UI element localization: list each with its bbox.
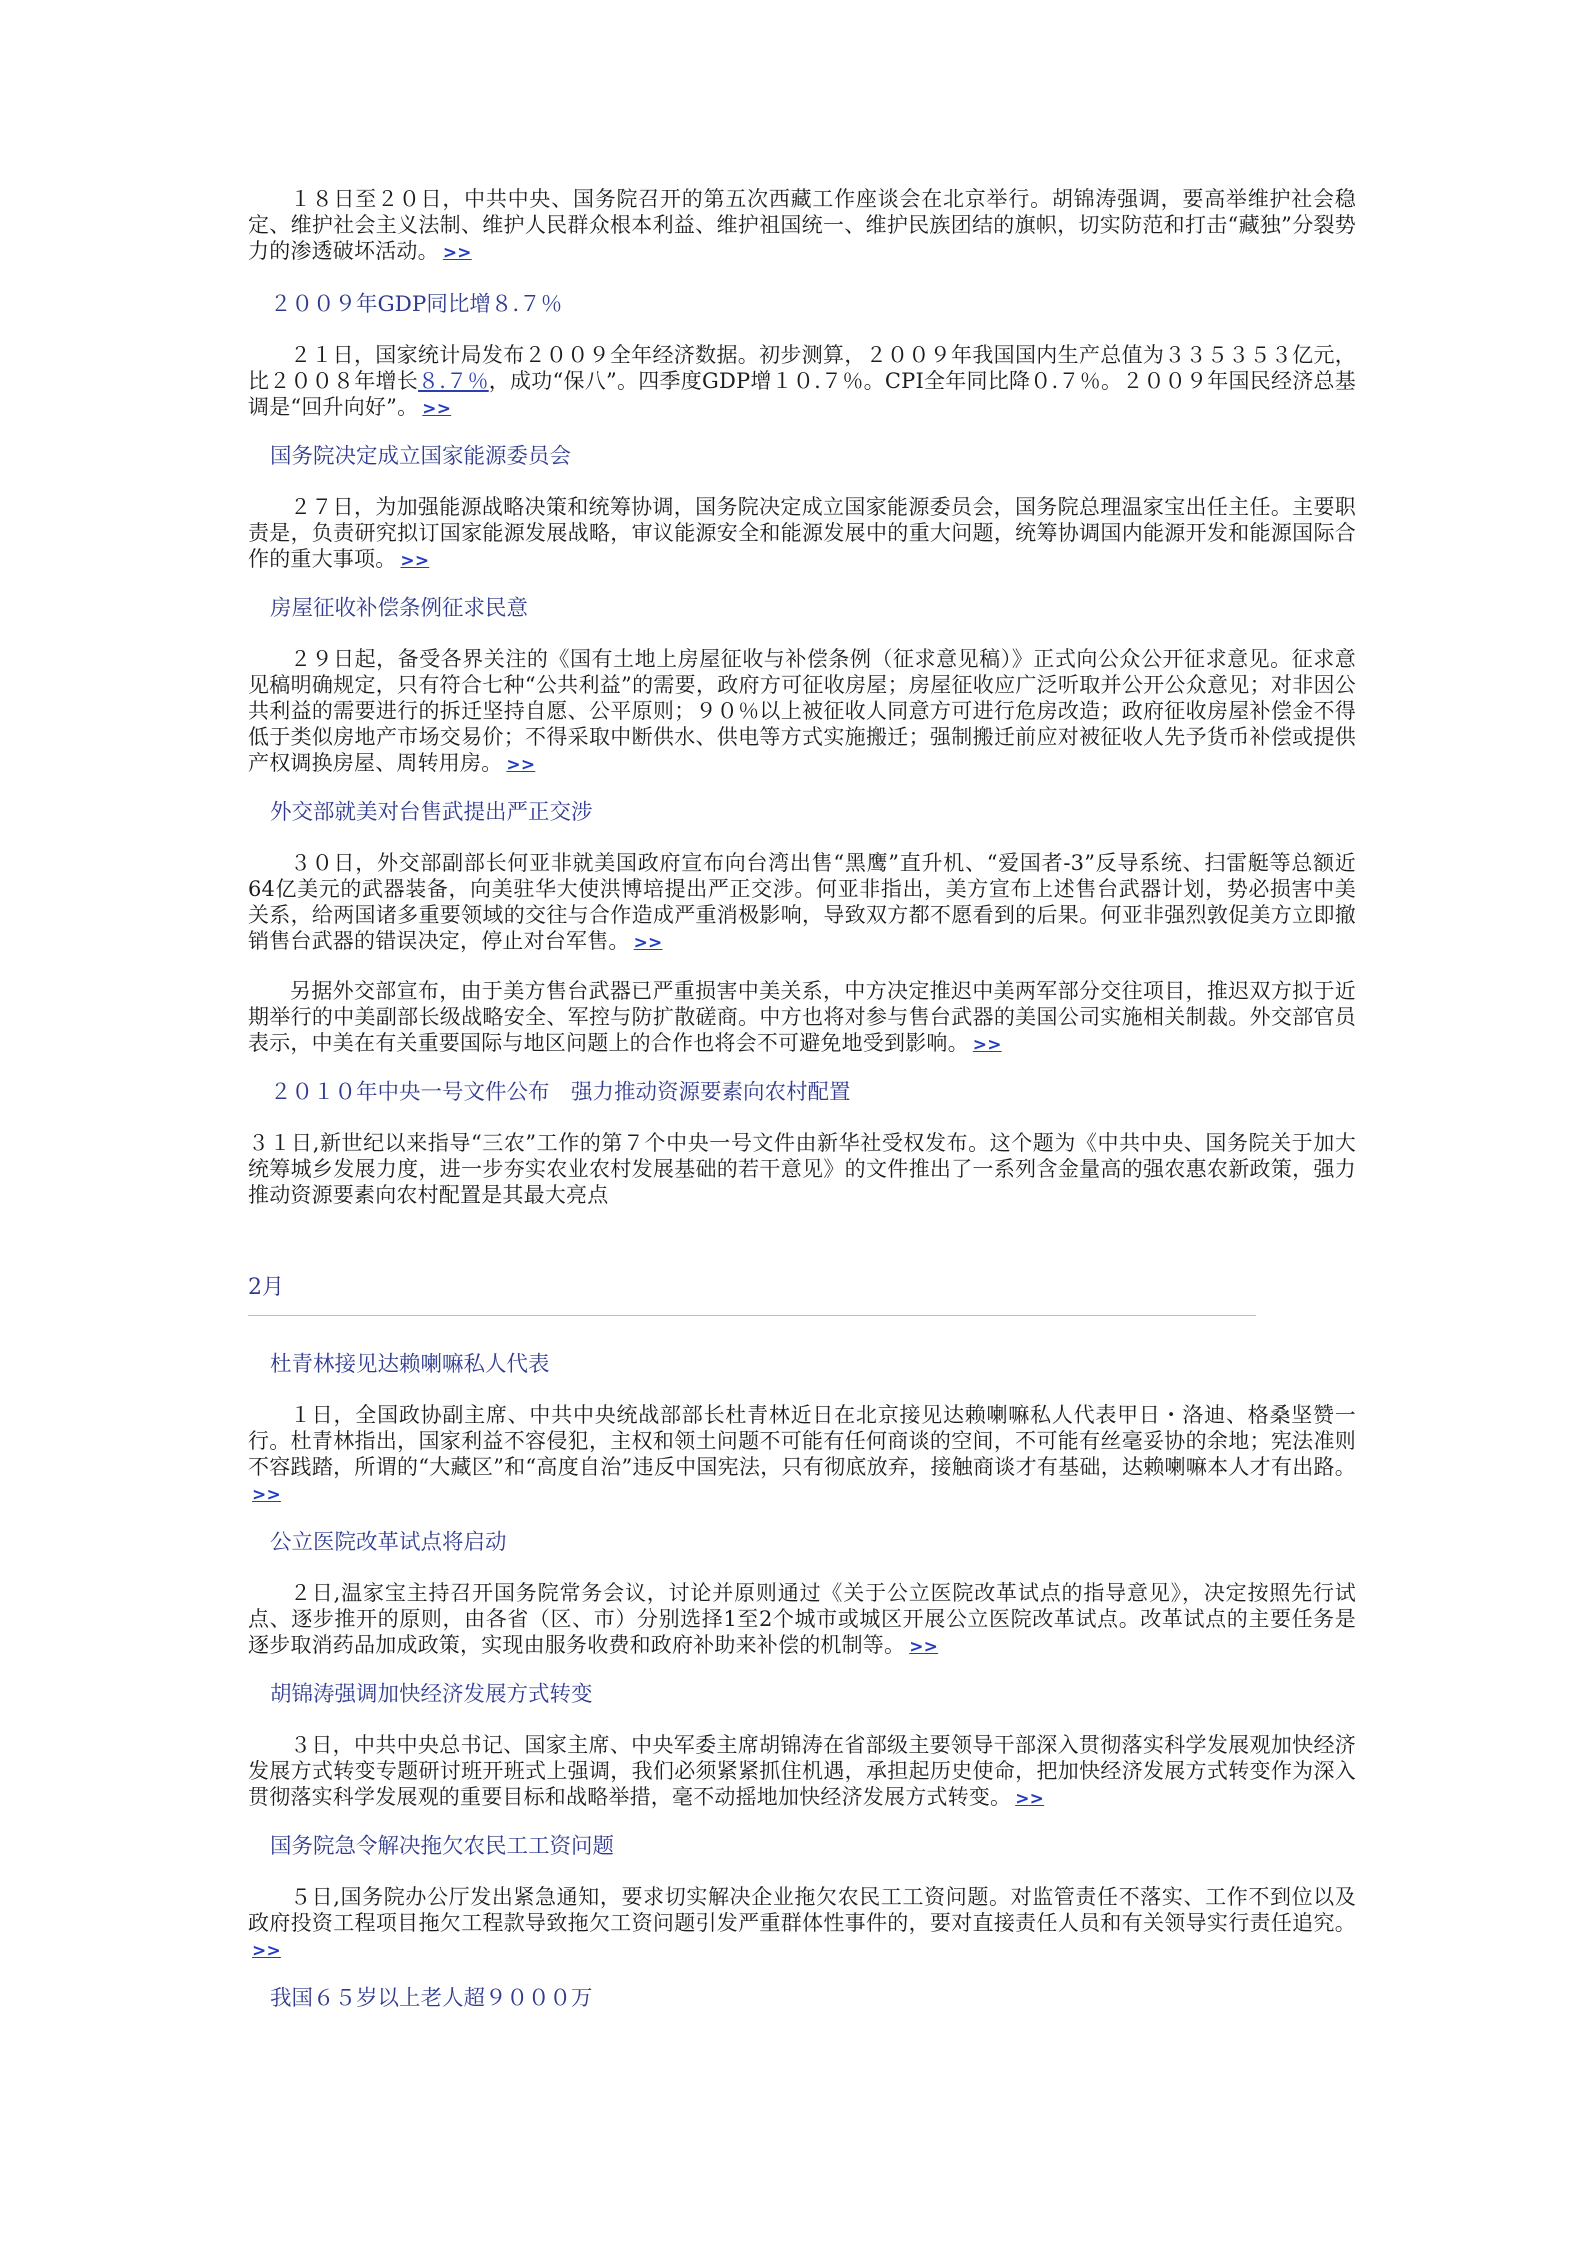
paragraph-text: ２日,温家宝主持召开国务院常务会议，讨论并原则通过《关于公立医院改革试点的指导意见》，决定按照先行试点、逐步推开的原则，由各省（区、市）分别选择1至2个城市或城区开展公立医院改革试点。改革试点的主要任务是逐步取消药品加成政策，实现由服务收费和政府补助来补偿的机制等。 (248, 1581, 1356, 1657)
more-link[interactable]: >> (506, 755, 536, 775)
more-link[interactable]: >> (442, 243, 472, 263)
more-link[interactable]: >> (972, 1035, 1002, 1055)
paragraph-text: ２７日，为加强能源战略决策和统筹协调，国务院决定成立国家能源委员会，国务院总理温家宝出任主任。主要职责是，负责研究拟订国家能源发展战略，审议能源安全和能源发展中的重大问题，统筹协调国内能源开发和能源国际合作的重大事项。 (248, 495, 1356, 571)
paragraph-text: 另据外交部宣布，由于美方售台武器已严重损害中美关系，中方决定推迟中美两军部分交往项目，推迟双方拟于近期举行的中美副部长级战略安全、军控与防扩散磋商。中方也将对参与售台武器的美国公司实施相关制裁。外交部官员表示，中美在有关重要国际与地区问题上的合作也将会不可避免地受到影响。 (248, 979, 1356, 1055)
paragraph-text: ５日,国务院办公厅发出紧急通知，要求切实解决企业拖欠农民工工资问题。对监管责任不落实、工作不到位以及政府投资工程项目拖欠工程款导致拖欠工资问题引发严重群体性事件的，要对直接责任人员和有关领导实行责任追究。 (248, 1885, 1356, 1935)
paragraph-text: １日，全国政协副主席、中共中央统战部部长杜青林近日在北京接见达赖喇嘛私人代表甲日・洛迪、格桑坚赞一行。杜青林指出，国家利益不容侵犯，主权和领土问题不可能有任何商谈的空间，不可能有丝毫妥协的余地；宪法准则不容践踏，所谓的“大藏区”和“高度自治”违反中国宪法，只有彻底放弃，接触商谈才有基础，达赖喇嘛本人才有出路。 (248, 1403, 1356, 1479)
inline-link[interactable]: ８.７％ (418, 369, 489, 393)
more-link[interactable]: >> (1015, 1789, 1045, 1809)
paragraph-text: ３日，中共中央总书记、国家主席、中央军委主席胡锦涛在省部级主要领导干部深入贯彻落实科学发展观加快经济发展方式转变专题研讨班开班式上强调，我们必须紧紧抓住机遇，承担起历史使命，把加快经济发展方式转变作为深入贯彻落实科学发展观的重要目标和战略举措，毫不动摇地加快经济发展方式转变。 (248, 1733, 1356, 1809)
more-link[interactable]: >> (252, 1485, 281, 1505)
article-heading[interactable]: 国务院决定成立国家能源委员会 (270, 444, 572, 469)
article-paragraph (248, 850, 1356, 956)
paragraph-text: ２９日起，备受各界关注的《国有土地上房屋征收与补偿条例（征求意见稿）》正式向公众公开征求意见。征求意见稿明确规定，只有符合七种“公共利益”的需要，政府方可征收房屋；房屋征收应广泛听取并公开公众意见；对非因公共利益的需要进行的拆迁坚持自愿、公平原则；９０％以上被征收人同意方可进行危房改造；政府征收房屋补偿金不得低于类似房地产市场交易价；不得采取中断供水、供电等方式实施搬迁；强制搬迁前应对被征收人先予货币补偿或提供产权调换房屋、周转用房。 (248, 647, 1356, 775)
paragraph-text: １８日至２０日，中共中央、国务院召开的第五次西藏工作座谈会在北京举行。胡锦涛强调，要高举维护社会稳定、维护社会主义法制、维护人民群众根本利益、维护祖国统一、维护民族团结的旗帜，切实防范和打击“藏独”分裂势力的渗透破坏活动。 (248, 187, 1356, 263)
paragraph-text: ３１日,新世纪以来指导“三农”工作的第７个中央一号文件由新华社受权发布。这个题为《中共中央、国务院关于加大统筹城乡发展力度，进一步夯实农业农村发展基础的若干意见》的文件推出了一系列含金量高的强农惠农新政策，强力推动资源要素向农村配置是其最大亮点 (248, 1131, 1356, 1207)
more-link[interactable]: >> (633, 933, 663, 953)
article-heading[interactable]: 外交部就美对台售武提出严正交涉 (270, 800, 593, 825)
article-heading[interactable]: 杜青林接见达赖喇嘛私人代表 (270, 1352, 550, 1377)
article-heading[interactable]: ２０１０年中央一号文件公布 强力推动资源要素向农村配置 (270, 1080, 851, 1105)
article-paragraph (248, 186, 1356, 266)
article-heading[interactable]: 国务院急令解决拖欠农民工工资问题 (270, 1834, 615, 1859)
more-link[interactable]: >> (400, 551, 430, 571)
paragraph-text: ３０日，外交部副部长何亚非就美国政府宣布向台湾出售“黑鹰”直升机、“爱国者-3”反导系统、扫雷艇等总额近64亿美元的武器装备，向美驻华大使洪博培提出严正交涉。何亚非指出，美方宣布上述售台武器计划，势必损害中美关系，给两国诸多重要领域的交往与合作造成严重消极影响，导致双方都不愿看到的后果。何亚非强烈敦促美方立即撤销售台武器的错误决定，停止对台军售。 (248, 851, 1356, 953)
article-paragraph (248, 1732, 1356, 1812)
article-heading[interactable]: ２００９年GDP同比增８.７％ (270, 292, 563, 317)
article-heading[interactable]: 我国６５岁以上老人超９０００万 (270, 1986, 593, 2011)
article-heading[interactable]: 房屋征收补偿条例征求民意 (270, 596, 529, 621)
article-paragraph (248, 494, 1356, 574)
article-paragraph (248, 342, 1356, 422)
article-heading[interactable]: 胡锦涛强调加快经济发展方式转变 (270, 1682, 593, 1707)
article-heading[interactable]: 公立医院改革试点将启动 (270, 1530, 507, 1555)
more-link[interactable]: >> (422, 399, 452, 419)
article-paragraph (248, 1580, 1356, 1660)
article-paragraph (248, 978, 1356, 1058)
month-label: 2月 (248, 1275, 284, 1300)
article-paragraph (248, 646, 1356, 778)
article-paragraph (248, 1884, 1356, 1964)
month-divider (248, 1315, 1256, 1316)
document-content (248, 186, 1356, 2036)
article-paragraph (248, 1130, 1356, 1208)
more-link[interactable]: >> (909, 1637, 939, 1657)
paragraph-text: ２１日，国家统计局发布２００９全年经济数据。初步测算，２００９年我国国内生产总值为３３５３５３亿元，比２００８年增长 (248, 343, 1356, 393)
paragraph-text: ，成功“保八”。四季度GDP增１０.７％。CPI全年同比降０.７％。２００９年国民经济总基调是“回升向好”。 (248, 369, 1356, 419)
more-link[interactable]: >> (252, 1941, 281, 1961)
article-paragraph (248, 1402, 1356, 1508)
